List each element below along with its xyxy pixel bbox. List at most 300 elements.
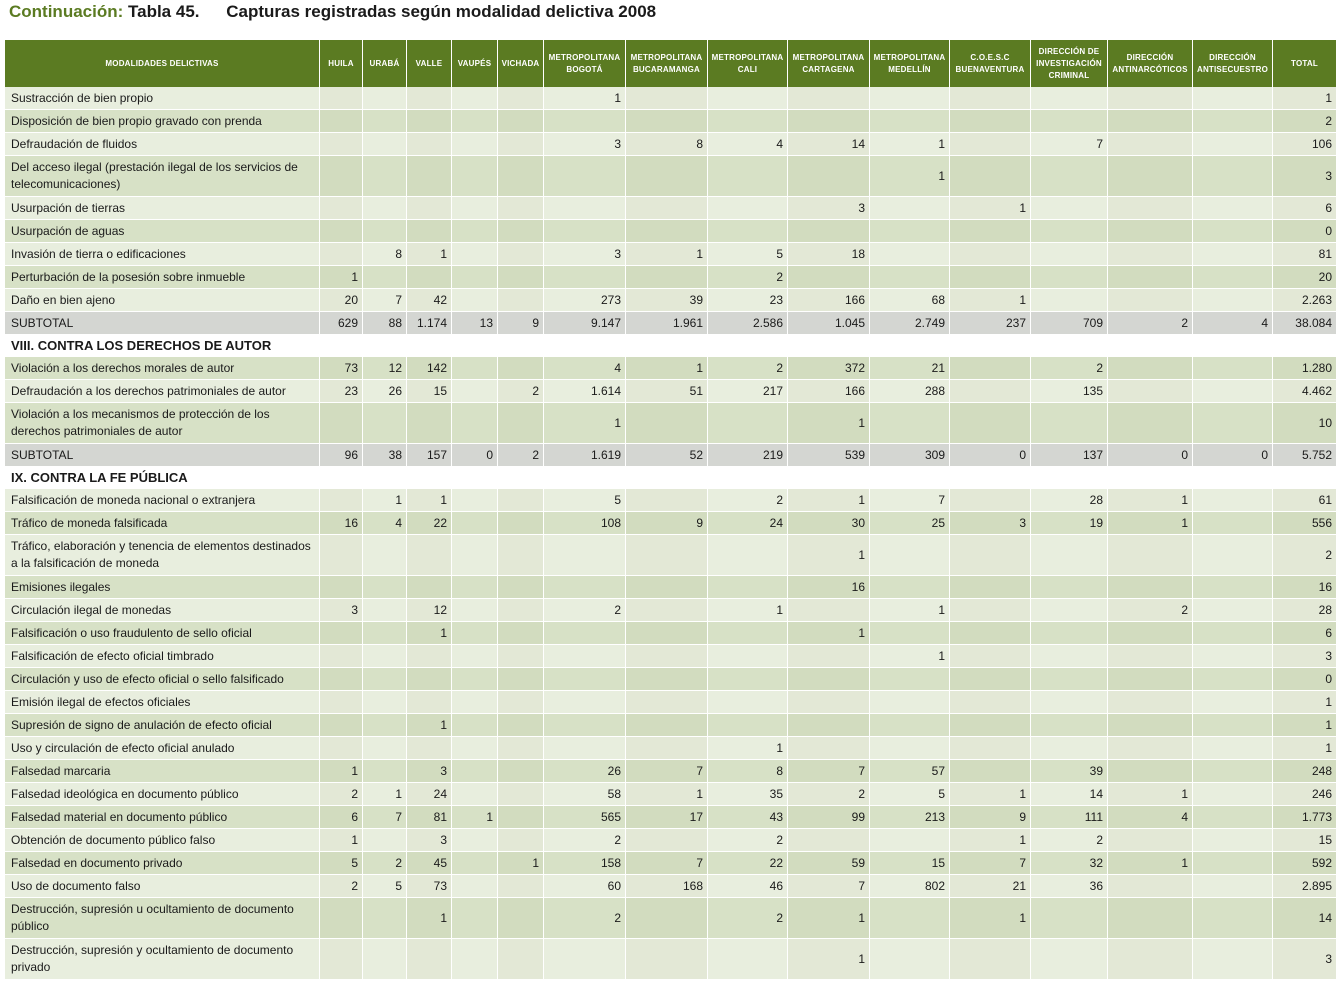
table-cell — [498, 512, 544, 535]
table-cell — [320, 87, 363, 110]
table-cell: 2 — [320, 875, 363, 898]
row-label: Invasión de tierra o edificaciones — [5, 243, 320, 266]
table-cell: 9 — [950, 806, 1031, 829]
table-cell — [1193, 87, 1273, 110]
table-cell: 1 — [407, 243, 452, 266]
table-cell: 2 — [708, 898, 788, 939]
table-cell — [1108, 898, 1193, 939]
table-cell: 2 — [708, 489, 788, 512]
table-cell — [452, 197, 498, 220]
column-header: VAUPÉS — [452, 40, 498, 87]
table-cell: 8 — [626, 133, 708, 156]
row-label: Falsificación de efecto oficial timbrado — [5, 645, 320, 668]
table-cell: 556 — [1273, 512, 1336, 535]
table-cell — [626, 576, 708, 599]
table-cell: 45 — [407, 852, 452, 875]
table-cell — [626, 622, 708, 645]
table-cell — [452, 380, 498, 403]
table-cell: 21 — [950, 875, 1031, 898]
table-cell — [950, 599, 1031, 622]
table-cell — [407, 133, 452, 156]
table-cell: 99 — [788, 806, 870, 829]
table-cell: 7 — [1031, 133, 1108, 156]
table-row — [5, 403, 1336, 444]
table-cell — [1193, 599, 1273, 622]
table-cell — [498, 668, 544, 691]
table-cell: 0 — [1273, 220, 1336, 243]
table-cell — [626, 489, 708, 512]
table-row — [5, 714, 1336, 737]
table-cell — [870, 87, 950, 110]
table-cell: 2 — [1108, 599, 1193, 622]
table-cell — [788, 87, 870, 110]
table-cell — [320, 898, 363, 939]
table-cell — [320, 133, 363, 156]
table-cell — [452, 512, 498, 535]
table-cell: 5 — [363, 875, 407, 898]
table-cell — [320, 110, 363, 133]
table-cell — [544, 714, 626, 737]
table-cell — [708, 156, 788, 197]
table-cell — [407, 668, 452, 691]
table-cell — [788, 645, 870, 668]
table-cell: 1 — [1108, 783, 1193, 806]
table-cell — [788, 691, 870, 714]
table-cell — [626, 403, 708, 444]
table-cell: 9.147 — [544, 312, 626, 335]
column-header: MODALIDADES DELICTIVAS — [5, 40, 320, 87]
column-header: METROPOLITANA CALI — [708, 40, 788, 87]
table-cell — [320, 576, 363, 599]
column-header: METROPOLITANA CARTAGENA — [788, 40, 870, 87]
table-cell: 213 — [870, 806, 950, 829]
table-cell: 166 — [788, 289, 870, 312]
table-cell: 1 — [1108, 512, 1193, 535]
table-row — [5, 576, 1336, 599]
section-header — [5, 467, 1336, 489]
table-cell: 68 — [870, 289, 950, 312]
table-cell — [544, 220, 626, 243]
table-cell — [708, 87, 788, 110]
table-cell: 106 — [1273, 133, 1336, 156]
table-cell — [498, 645, 544, 668]
table-cell — [626, 691, 708, 714]
table-cell — [1108, 622, 1193, 645]
table-cell — [870, 403, 950, 444]
column-header: VALLE — [407, 40, 452, 87]
continuation-label: Continuación: — [9, 2, 124, 21]
table-cell — [363, 110, 407, 133]
table-cell — [1031, 156, 1108, 197]
table-cell — [950, 489, 1031, 512]
table-cell: 25 — [870, 512, 950, 535]
table-cell — [498, 875, 544, 898]
table-cell — [708, 576, 788, 599]
table-cell — [1193, 156, 1273, 197]
table-cell — [452, 875, 498, 898]
table-cell: 3 — [1273, 939, 1336, 980]
table-cell — [452, 898, 498, 939]
table-cell — [1193, 691, 1273, 714]
table-cell — [1193, 939, 1273, 980]
table-cell — [498, 403, 544, 444]
row-label: Disposición de bien propio gravado con prenda — [5, 110, 320, 133]
table-cell: 2 — [708, 829, 788, 852]
table-cell: 13 — [452, 312, 498, 335]
table-cell: 1 — [320, 829, 363, 852]
table-cell: 4 — [708, 133, 788, 156]
table-cell: 3 — [544, 243, 626, 266]
table-cell — [498, 599, 544, 622]
table-row — [5, 783, 1336, 806]
table-row — [5, 622, 1336, 645]
table-cell — [950, 737, 1031, 760]
table-cell: 592 — [1273, 852, 1336, 875]
table-cell: 18 — [788, 243, 870, 266]
table-cell: 23 — [320, 380, 363, 403]
table-cell: 2 — [708, 266, 788, 289]
table-cell — [950, 403, 1031, 444]
table-cell: 20 — [320, 289, 363, 312]
row-label: Perturbación de la posesión sobre inmueble — [5, 266, 320, 289]
table-cell — [1193, 622, 1273, 645]
table-row — [5, 380, 1336, 403]
table-cell: 3 — [1273, 156, 1336, 197]
table-cell — [870, 197, 950, 220]
table-cell — [950, 87, 1031, 110]
table-cell — [407, 737, 452, 760]
table-cell: 539 — [788, 444, 870, 467]
table-cell — [498, 760, 544, 783]
table-cell: 1 — [407, 622, 452, 645]
table-cell: 1 — [788, 403, 870, 444]
table-cell — [1193, 535, 1273, 576]
table-cell: 629 — [320, 312, 363, 335]
table-cell: 111 — [1031, 806, 1108, 829]
table-row — [5, 737, 1336, 760]
table-cell — [1108, 939, 1193, 980]
column-header: METROPOLITANA BUCARAMANGA — [626, 40, 708, 87]
table-cell: 16 — [788, 576, 870, 599]
table-cell — [498, 898, 544, 939]
table-cell — [452, 266, 498, 289]
column-header: TOTAL — [1273, 40, 1336, 87]
table-cell: 1 — [708, 599, 788, 622]
table-cell — [544, 645, 626, 668]
table-cell: 2 — [1273, 110, 1336, 133]
row-label: Falsedad marcaria — [5, 760, 320, 783]
table-cell — [1193, 576, 1273, 599]
table-cell: 3 — [1273, 645, 1336, 668]
table-row — [5, 691, 1336, 714]
table-cell — [870, 266, 950, 289]
table-cell — [363, 87, 407, 110]
table-cell — [626, 110, 708, 133]
table-cell — [870, 243, 950, 266]
table-cell — [870, 576, 950, 599]
table-cell: 3 — [320, 599, 363, 622]
table-cell: 17 — [626, 806, 708, 829]
table-cell — [407, 156, 452, 197]
table-cell: 2 — [363, 852, 407, 875]
table-cell — [950, 691, 1031, 714]
table-cell: 1.280 — [1273, 357, 1336, 380]
table-cell — [1031, 535, 1108, 576]
table-cell — [498, 714, 544, 737]
row-label: SUBTOTAL — [5, 312, 320, 335]
table-cell: 1 — [950, 289, 1031, 312]
table-cell — [498, 197, 544, 220]
table-cell — [626, 829, 708, 852]
row-label: Violación a los derechos morales de autor — [5, 357, 320, 380]
table-cell: 565 — [544, 806, 626, 829]
table-cell: 0 — [1193, 444, 1273, 467]
table-cell: 1 — [407, 489, 452, 512]
table-cell — [708, 220, 788, 243]
column-header: DIRECCIÓN ANTINARCÓTICOS — [1108, 40, 1193, 87]
table-cell — [950, 668, 1031, 691]
table-cell — [1108, 668, 1193, 691]
table-cell: 12 — [363, 357, 407, 380]
table-cell — [498, 220, 544, 243]
table-cell: 26 — [544, 760, 626, 783]
table-cell: 1 — [788, 939, 870, 980]
table-cell — [708, 535, 788, 576]
table-cell — [950, 939, 1031, 980]
table-cell — [407, 266, 452, 289]
table-cell: 1 — [320, 266, 363, 289]
table-cell: 1 — [1273, 737, 1336, 760]
table-cell — [950, 243, 1031, 266]
table-cell: 3 — [544, 133, 626, 156]
table-cell — [452, 852, 498, 875]
table-cell — [1031, 266, 1108, 289]
table-cell — [950, 133, 1031, 156]
table-row — [5, 220, 1336, 243]
table-cell — [407, 535, 452, 576]
table-cell — [870, 829, 950, 852]
table-cell — [1108, 380, 1193, 403]
table-cell: 16 — [320, 512, 363, 535]
table-cell: 7 — [626, 852, 708, 875]
row-label: Violación a los mecanismos de protección de los derechos patrimoniales de autor — [5, 403, 320, 444]
table-cell: 5.752 — [1273, 444, 1336, 467]
table-cell: 1 — [788, 898, 870, 939]
table-cell: 81 — [407, 806, 452, 829]
table-cell: 135 — [1031, 380, 1108, 403]
table-cell: 2 — [544, 898, 626, 939]
table-cell: 7 — [363, 806, 407, 829]
table-cell — [1193, 220, 1273, 243]
table-cell — [452, 760, 498, 783]
table-cell: 1 — [788, 622, 870, 645]
table-cell — [1108, 875, 1193, 898]
table-cell — [1193, 898, 1273, 939]
table-cell — [1031, 898, 1108, 939]
table-cell — [626, 156, 708, 197]
table-cell — [544, 156, 626, 197]
table-cell: 57 — [870, 760, 950, 783]
row-label: Uso y circulación de efecto oficial anulado — [5, 737, 320, 760]
table-cell — [320, 535, 363, 576]
table-cell — [788, 156, 870, 197]
table-cell — [788, 668, 870, 691]
table-cell: 52 — [626, 444, 708, 467]
section-title: IX. CONTRA LA FE PÚBLICA — [5, 467, 1336, 489]
table-cell — [1193, 875, 1273, 898]
table-cell — [1031, 110, 1108, 133]
table-cell — [452, 599, 498, 622]
table-cell: 1 — [320, 760, 363, 783]
table-cell — [1193, 357, 1273, 380]
row-label: Defraudación de fluidos — [5, 133, 320, 156]
table-cell — [363, 156, 407, 197]
table-cell: 15 — [870, 852, 950, 875]
table-cell: 43 — [708, 806, 788, 829]
table-cell — [320, 403, 363, 444]
table-cell — [950, 714, 1031, 737]
table-cell — [870, 939, 950, 980]
table-cell: 61 — [1273, 489, 1336, 512]
column-header: METROPOLITANA MEDELLÍN — [870, 40, 950, 87]
table-cell — [498, 737, 544, 760]
table-cell — [1108, 87, 1193, 110]
table-row — [5, 156, 1336, 197]
table-cell: 28 — [1273, 599, 1336, 622]
table-cell — [363, 220, 407, 243]
table-cell — [363, 645, 407, 668]
table-cell: 15 — [1273, 829, 1336, 852]
table-cell — [498, 806, 544, 829]
table-cell — [1193, 852, 1273, 875]
table-cell — [452, 403, 498, 444]
table-row — [5, 645, 1336, 668]
table-cell — [452, 645, 498, 668]
table-cell — [1108, 110, 1193, 133]
table-cell — [363, 266, 407, 289]
table-cell: 0 — [1108, 444, 1193, 467]
table-cell: 372 — [788, 357, 870, 380]
table-cell — [1031, 197, 1108, 220]
table-cell: 7 — [950, 852, 1031, 875]
table-cell — [1108, 220, 1193, 243]
row-label: Falsedad material en documento público — [5, 806, 320, 829]
table-cell — [950, 380, 1031, 403]
table-cell — [1193, 243, 1273, 266]
table-cell: 1 — [788, 489, 870, 512]
table-cell: 1 — [870, 156, 950, 197]
table-cell: 1 — [407, 714, 452, 737]
table-cell: 709 — [1031, 312, 1108, 335]
table-cell — [870, 535, 950, 576]
table-cell — [407, 939, 452, 980]
table-row — [5, 87, 1336, 110]
table-cell: 1 — [708, 737, 788, 760]
table-cell — [498, 266, 544, 289]
row-label: Falsificación o uso fraudulento de sello oficial — [5, 622, 320, 645]
table-number: Tabla 45. — [128, 2, 200, 21]
table-cell — [498, 133, 544, 156]
table-cell — [498, 939, 544, 980]
table-cell — [320, 691, 363, 714]
table-cell — [626, 87, 708, 110]
table-cell — [544, 266, 626, 289]
table-cell: 9 — [498, 312, 544, 335]
table-cell: 1 — [788, 535, 870, 576]
table-cell — [1031, 645, 1108, 668]
table-cell: 5 — [870, 783, 950, 806]
table-cell: 38 — [363, 444, 407, 467]
table-cell: 1 — [544, 403, 626, 444]
row-label: Circulación ilegal de monedas — [5, 599, 320, 622]
row-label: Destrucción, supresión y ocultamiento de documento privado — [5, 939, 320, 980]
table-cell: 168 — [626, 875, 708, 898]
table-cell — [498, 243, 544, 266]
table-cell — [626, 599, 708, 622]
table-cell: 3 — [950, 512, 1031, 535]
table-cell — [708, 110, 788, 133]
table-cell: 14 — [1031, 783, 1108, 806]
table-row — [5, 133, 1336, 156]
table-cell — [1031, 714, 1108, 737]
table-cell: 158 — [544, 852, 626, 875]
table-cell — [363, 898, 407, 939]
table-cell: 1 — [950, 898, 1031, 939]
section-title: VIII. CONTRA LOS DERECHOS DE AUTOR — [5, 335, 1336, 357]
table-cell: 1 — [950, 197, 1031, 220]
table-cell — [452, 668, 498, 691]
table-row — [5, 829, 1336, 852]
table-cell: 42 — [407, 289, 452, 312]
table-cell: 2 — [544, 599, 626, 622]
table-cell: 2.586 — [708, 312, 788, 335]
table-cell — [498, 87, 544, 110]
table-cell — [320, 645, 363, 668]
table-cell — [320, 156, 363, 197]
table-cell: 10 — [1273, 403, 1336, 444]
table-row — [5, 852, 1336, 875]
table-cell: 237 — [950, 312, 1031, 335]
table-row — [5, 197, 1336, 220]
table-cell — [626, 668, 708, 691]
row-label: Uso de documento falso — [5, 875, 320, 898]
table-cell: 1.961 — [626, 312, 708, 335]
table-cell: 1 — [452, 806, 498, 829]
table-row — [5, 535, 1336, 576]
table-cell: 7 — [626, 760, 708, 783]
table-cell: 9 — [626, 512, 708, 535]
column-header: HUILA — [320, 40, 363, 87]
table-cell — [407, 220, 452, 243]
subtotal-row — [5, 312, 1336, 335]
table-header — [5, 40, 1336, 87]
table-cell — [363, 939, 407, 980]
table-cell — [320, 714, 363, 737]
table-cell — [950, 645, 1031, 668]
table-cell: 59 — [788, 852, 870, 875]
table-cell — [1108, 576, 1193, 599]
table-cell: 1 — [1273, 87, 1336, 110]
table-cell: 1.773 — [1273, 806, 1336, 829]
table-body — [5, 87, 1336, 980]
table-cell: 8 — [363, 243, 407, 266]
table-cell — [452, 87, 498, 110]
table-cell — [788, 110, 870, 133]
table-cell: 7 — [363, 289, 407, 312]
table-cell: 6 — [320, 806, 363, 829]
table-cell — [1108, 197, 1193, 220]
table-cell — [1108, 289, 1193, 312]
